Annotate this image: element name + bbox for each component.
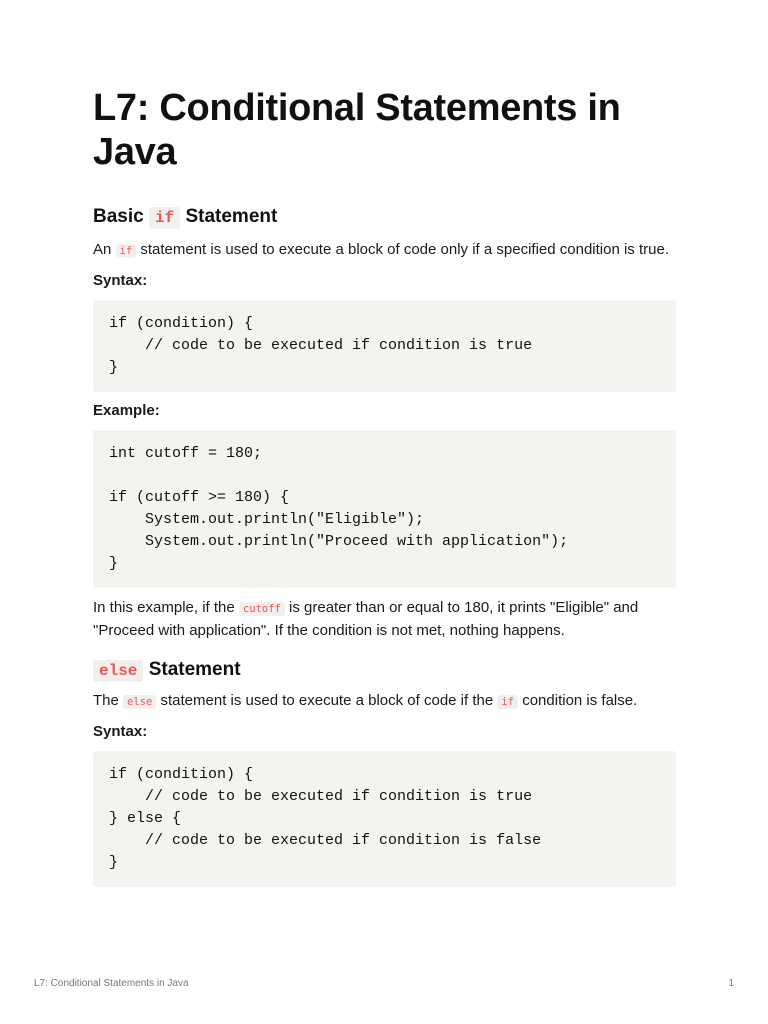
inline-code: else [123, 695, 156, 709]
section-heading-else [93, 657, 676, 684]
text-run: is greater than or equal to 180, it prints "Eligible" and "Proceed with application". If the condition is not met, nothing happens. [93, 599, 639, 639]
text-run: condition is false. [522, 692, 638, 709]
inline-code: if [116, 244, 137, 258]
document-page [93, 86, 676, 887]
inline-code: if [497, 695, 518, 709]
heading-text: Statement [185, 206, 278, 227]
example-label: Example: [93, 402, 160, 419]
text-run: An [93, 241, 112, 258]
inline-code: cutoff [239, 602, 285, 616]
footer-title: L7: Conditional Statements in Java [34, 978, 189, 989]
section-heading-if [93, 204, 676, 231]
text-run: statement is used to execute a block of code if the [160, 692, 494, 709]
if-explanation-paragraph [93, 597, 676, 642]
text-run: In this example, if the [93, 599, 235, 616]
page-number: 1 [728, 978, 734, 989]
page-footer [34, 978, 734, 989]
page-title: L7: Conditional Statements in Java [93, 87, 621, 173]
if-example-code-block: int cutoff = 180; if (cutoff >= 180) { System.out.println("Eligible"); System.out.println("Proceed with application"); } [93, 430, 676, 588]
else-syntax-code-block: if (condition) { // code to be executed if condition is true } else { // code to be executed if condition is false } [93, 751, 676, 887]
syntax-label: Syntax: [93, 272, 148, 289]
heading-code-else: else [93, 660, 143, 682]
if-intro-paragraph [93, 239, 676, 262]
text-run: statement is used to execute a block of code only if a specified condition is true. [140, 241, 669, 258]
syntax-label: Syntax: [93, 723, 148, 740]
heading-text: Statement [148, 659, 241, 680]
heading-code-if: if [149, 207, 180, 229]
else-intro-paragraph [93, 690, 676, 713]
heading-text: Basic [93, 206, 144, 227]
text-run: The [93, 692, 119, 709]
if-syntax-code-block: if (condition) { // code to be executed if condition is true } [93, 300, 676, 392]
